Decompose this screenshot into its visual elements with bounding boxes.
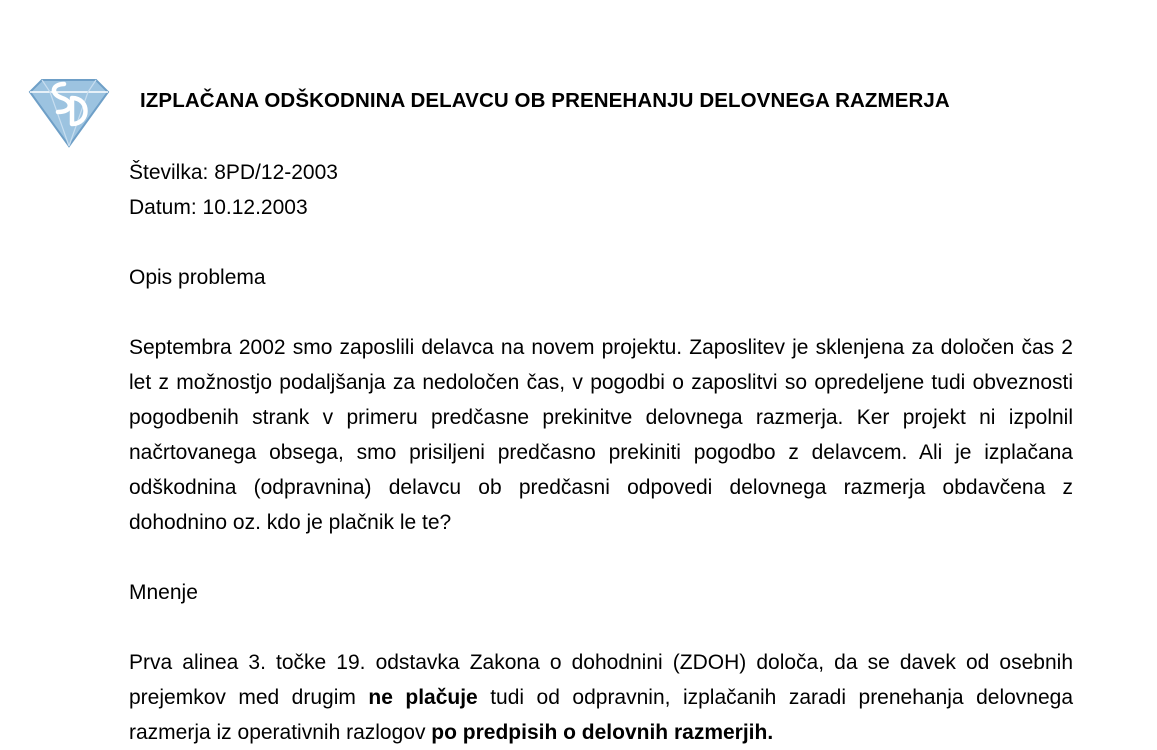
opinion-text-part1: Prva alinea 3. točke 19. odstavka Zakona o dohodnini (ZDOH) določa, da se davek od osebnih prejemkov med drugim [129, 651, 1073, 709]
logo [28, 78, 110, 148]
section-heading-problem: Opis problema [129, 266, 266, 289]
document-body [129, 155, 1073, 750]
section-heading-opinion: Mnenje [129, 581, 198, 604]
opinion-text-part2: tudi od odpravnin, izplačanih zaradi prenehanja delovnega razmerja iz operativnih razlogov [129, 686, 1074, 744]
opinion-bold-not-paid: ne plačuje [368, 686, 478, 709]
document-title: IZPLAČANA ODŠKODNINA DELAVCU OB PRENEHANJU DELOVNEGA RAZMERJA [140, 89, 950, 112]
diamond-logo-icon [28, 78, 110, 148]
opinion-paragraph [129, 645, 1073, 750]
opinion-bold-regulations: po predpisih o delovnih razmerjih. [431, 721, 774, 744]
document-number: Številka: 8PD/12-2003 [129, 161, 338, 184]
problem-paragraph: Septembra 2002 smo zaposlili delavca na novem projektu. Zaposlitev je sklenjena za določen čas 2 let z možnostjo podaljšanja za nedoločen čas, v pogodbi o zaposlitvi so opredeljene tudi obveznosti pogodbenih strank v primeru predčasne prekinitve delovnega razmerja. Ker projekt ni izpolnil načrtovanega obsega, smo prisiljeni predčasno prekiniti pogodbo z delavcem. Ali je izplačana odškodnina (odpravnina) delavcu ob predčasni odpovedi delovnega razmerja obdavčena z dohodnino oz. kdo je plačnik le te? [129, 336, 1073, 534]
document-date: Datum: 10.12.2003 [129, 196, 308, 219]
